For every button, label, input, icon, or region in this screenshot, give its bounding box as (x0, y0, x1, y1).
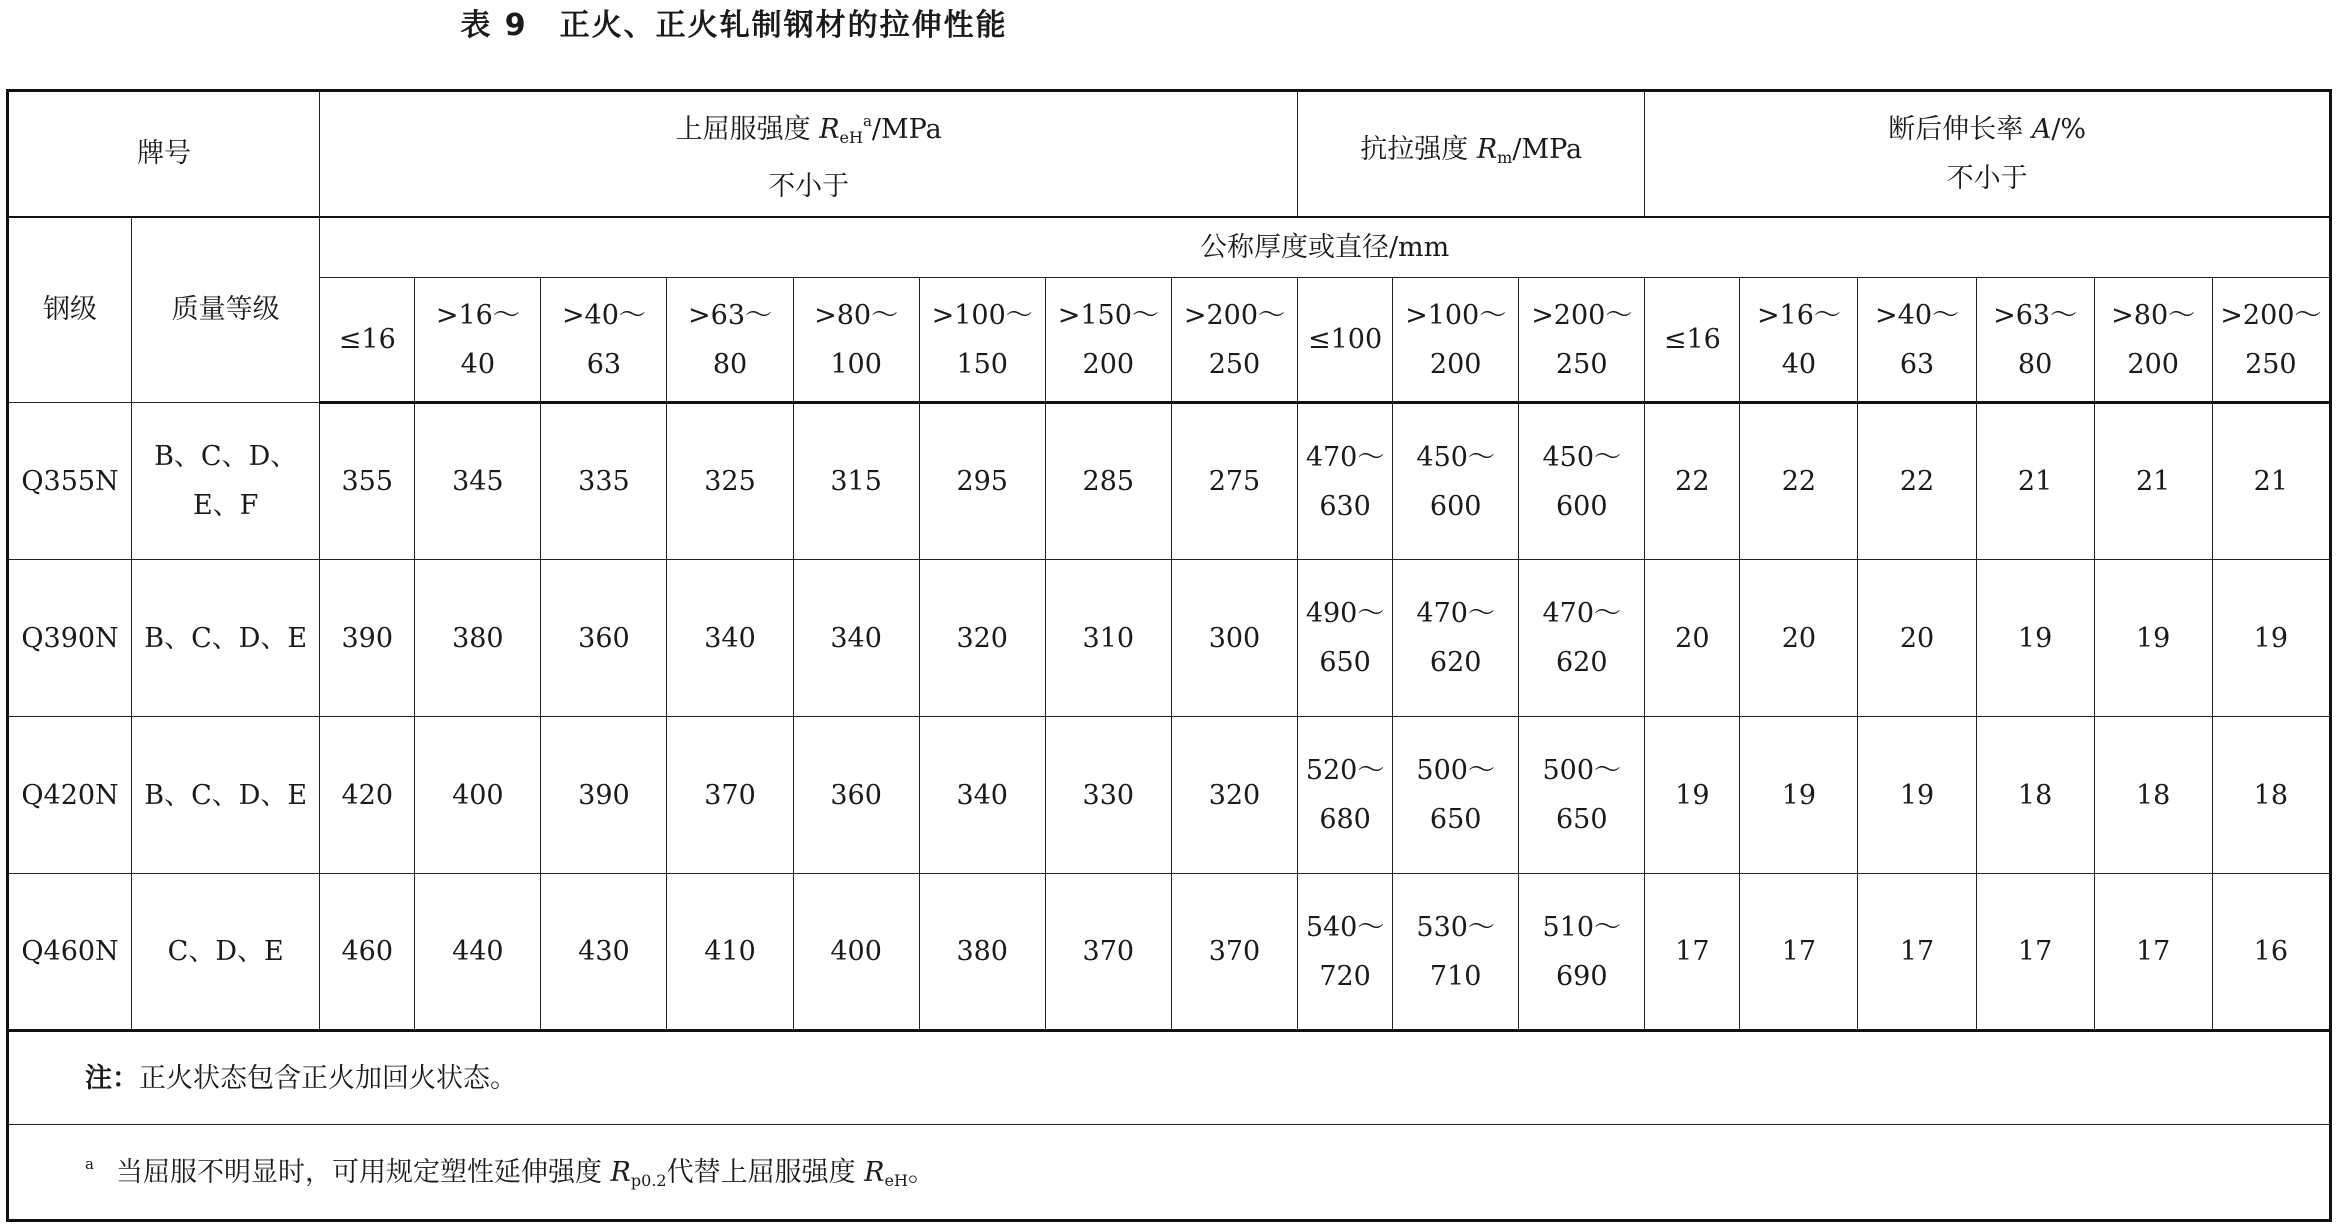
footnote-row (8, 1125, 2331, 1221)
tensile-value-cell (1393, 560, 1519, 717)
yield-range-line: >63～ (688, 299, 773, 331)
tensile-value-line: 450～ (1542, 441, 1622, 473)
yield-range-line: >100～ (931, 299, 1033, 331)
tensile-value-cell (1298, 717, 1393, 874)
tensile-label-prefix: 抗拉强度 (1360, 134, 1477, 166)
elong-value-cell: 22 (1645, 403, 1740, 560)
yield-value-cell: 275 (1171, 403, 1297, 560)
tensile-subscript: m (1497, 148, 1513, 168)
elong-value-cell: 17 (1740, 874, 1858, 1031)
elong-value-cell: 19 (2212, 560, 2330, 717)
yield-value-cell: 320 (919, 560, 1045, 717)
footnote-subscript: eH (884, 1170, 908, 1190)
tensile-value-line: 490～ (1305, 598, 1385, 629)
elong-value-cell: 19 (1976, 560, 2094, 717)
elong-symbol: A (2031, 113, 2052, 145)
tensile-value-cell (1519, 403, 1645, 560)
yield-value-cell: 420 (320, 717, 415, 874)
steel-grade-cell: Q420N (8, 717, 132, 874)
elong-value-cell: 17 (1858, 874, 1976, 1031)
yield-range-line: 250 (1208, 348, 1261, 380)
header-yield-strength (320, 91, 1298, 217)
yield-range-header (541, 278, 667, 403)
footnote-cell (8, 1125, 2331, 1221)
header-thickness: 公称厚度或直径/mm (320, 217, 2331, 278)
tensile-range-header (1298, 278, 1393, 403)
yield-value-cell: 300 (1171, 560, 1297, 717)
elong-range-line: >200～ (2220, 299, 2322, 331)
note-row (8, 1031, 2331, 1125)
elong-value-cell: 18 (2212, 717, 2330, 874)
elong-minimum-note: 不小于 (1946, 162, 2028, 194)
header-tensile-strength (1298, 91, 1645, 217)
header-elongation (1645, 91, 2331, 217)
yield-subscript: eH (839, 127, 863, 147)
elong-value-cell: 21 (1976, 403, 2094, 560)
elong-unit: /% (2051, 113, 2087, 145)
elong-value-cell: 20 (1645, 560, 1740, 717)
footnote-subscript: p0.2 (630, 1170, 667, 1190)
tensile-value-cell (1298, 560, 1393, 717)
yield-value-cell: 370 (667, 717, 793, 874)
elong-range-line: >80～ (2111, 299, 2196, 331)
table-row (8, 560, 2331, 717)
tensile-value-line: 450～ (1416, 441, 1495, 473)
header-row-1 (8, 91, 2331, 217)
elong-value-cell: 16 (2212, 874, 2330, 1031)
yield-value-cell: 400 (793, 874, 919, 1031)
footnote-text: 当屈服不明显时，可用规定塑性延伸强度 (115, 1156, 611, 1188)
yield-range-header (667, 278, 793, 403)
tensile-value-line: 470～ (1416, 598, 1495, 629)
elong-range-line: 63 (1899, 348, 1935, 380)
tensile-value-cell (1519, 874, 1645, 1031)
elong-range-header (1976, 278, 2094, 403)
yield-value-cell: 345 (415, 403, 541, 560)
quality-class-cell: B、C、D、E (132, 717, 320, 874)
elong-value-cell: 17 (2094, 874, 2212, 1031)
elong-range-line: 250 (2245, 348, 2297, 380)
yield-range-header (415, 278, 541, 403)
tensile-range-line: ≤100 (1308, 324, 1383, 355)
tensile-value-cell (1393, 403, 1519, 560)
yield-range-line: ≤16 (338, 324, 396, 355)
yield-range-header (1171, 278, 1297, 403)
tensile-value-line: 650 (1556, 804, 1608, 835)
tensile-value-line: 710 (1429, 960, 1482, 992)
tensile-value-line: 510～ (1542, 911, 1622, 943)
quality-class-cell: C、D、E (132, 874, 320, 1031)
tensile-range-line: 250 (1556, 348, 1608, 380)
tensile-properties-table (6, 89, 2332, 1222)
elong-value-cell: 20 (1740, 560, 1858, 717)
tensile-value-line: 650 (1429, 804, 1482, 835)
table-title: 表 9 正火、正火轧制钢材的拉伸性能 (460, 8, 1008, 43)
note-label: 注： (85, 1062, 139, 1094)
tensile-value-line: 620 (1556, 647, 1608, 678)
tensile-unit: /MPa (1512, 134, 1583, 166)
table-row (8, 717, 2331, 874)
elong-range-line: >63～ (1993, 299, 2078, 331)
elong-value-cell: 19 (1858, 717, 1976, 874)
quality-class-cell: B、C、D、E、F (132, 403, 320, 560)
footnote-symbol: R (610, 1156, 631, 1188)
yield-value-cell: 310 (1045, 560, 1171, 717)
tensile-range-line: 200 (1429, 348, 1482, 380)
tensile-value-line: 500～ (1416, 755, 1495, 786)
tensile-value-cell (1393, 874, 1519, 1031)
tensile-value-line: 530～ (1416, 911, 1495, 943)
yield-range-header (1045, 278, 1171, 403)
elong-range-header (1740, 278, 1858, 403)
tensile-value-line: 500～ (1542, 755, 1622, 786)
elong-range-header (1858, 278, 1976, 403)
yield-range-line: >150～ (1057, 299, 1159, 331)
yield-range-line: 100 (830, 348, 882, 380)
tensile-symbol: R (1476, 134, 1498, 166)
tensile-value-cell (1519, 560, 1645, 717)
yield-symbol: R (819, 113, 840, 145)
elong-range-line: >16～ (1756, 299, 1841, 331)
yield-value-cell: 340 (667, 560, 793, 717)
yield-value-cell: 380 (919, 874, 1045, 1031)
elong-range-header (2094, 278, 2212, 403)
footnote-end: 。 (907, 1156, 935, 1188)
yield-value-cell: 340 (793, 560, 919, 717)
elong-value-cell: 20 (1858, 560, 1976, 717)
yield-value-cell: 440 (415, 874, 541, 1031)
header-row-2 (8, 217, 2331, 278)
tensile-value-line: 680 (1319, 804, 1371, 835)
elong-value-cell: 17 (1976, 874, 2094, 1031)
elong-value-cell: 19 (1740, 717, 1858, 874)
yield-range-line: 150 (956, 348, 1008, 380)
tensile-value-line: 620 (1429, 647, 1482, 678)
tensile-range-header (1519, 278, 1645, 403)
yield-value-cell: 380 (415, 560, 541, 717)
header-grade: 牌号 (8, 91, 320, 217)
elong-value-cell: 22 (1740, 403, 1858, 560)
tensile-value-line: 470～ (1542, 598, 1622, 629)
tensile-range-line: >200～ (1531, 299, 1633, 331)
yield-label-prefix: 上屈服强度 (675, 113, 820, 145)
elong-range-line: 200 (2127, 348, 2179, 380)
tensile-range-header (1393, 278, 1519, 403)
tensile-value-line: 630 (1319, 490, 1371, 522)
tensile-value-line: 600 (1429, 490, 1482, 522)
header-row-ranges (8, 278, 2331, 403)
yield-value-cell: 285 (1045, 403, 1171, 560)
table-row (8, 403, 2331, 560)
elong-value-cell: 19 (1645, 717, 1740, 874)
yield-range-header (919, 278, 1045, 403)
tensile-value-line: 540～ (1305, 911, 1385, 943)
elong-range-line: ≤16 (1663, 324, 1721, 355)
elong-label-prefix: 断后伸长率 (1888, 113, 2032, 145)
yield-range-line: >16～ (435, 299, 520, 331)
yield-range-header (320, 278, 415, 403)
yield-range-line: >80～ (814, 299, 899, 331)
yield-value-cell: 340 (919, 717, 1045, 874)
yield-value-cell: 410 (667, 874, 793, 1031)
elong-value-cell: 21 (2094, 403, 2212, 560)
elong-value-cell: 21 (2212, 403, 2330, 560)
tensile-value-line: 650 (1319, 647, 1371, 678)
yield-value-cell: 360 (793, 717, 919, 874)
tensile-value-cell (1393, 717, 1519, 874)
yield-unit: /MPa (871, 113, 942, 145)
elong-value-cell: 19 (2094, 560, 2212, 717)
tensile-value-cell (1298, 403, 1393, 560)
footnote-text: 代替上屈服强度 (666, 1156, 865, 1188)
yield-value-cell: 370 (1171, 874, 1297, 1031)
yield-value-cell: 360 (541, 560, 667, 717)
elong-value-cell: 18 (2094, 717, 2212, 874)
elong-value-cell: 17 (1645, 874, 1740, 1031)
header-steel-class: 钢级 (8, 217, 132, 403)
yield-value-cell: 295 (919, 403, 1045, 560)
tensile-value-line: 690 (1556, 960, 1608, 992)
yield-value-cell: 460 (320, 874, 415, 1031)
steel-grade-cell: Q460N (8, 874, 132, 1031)
tensile-value-cell (1519, 717, 1645, 874)
table-row (8, 874, 2331, 1031)
footnote-mark: a (85, 1154, 94, 1173)
elong-range-header (1645, 278, 1740, 403)
header-quality-class: 质量等级 (132, 217, 320, 403)
yield-range-line: 63 (586, 348, 622, 380)
yield-value-cell: 325 (667, 403, 793, 560)
tensile-value-line: 520～ (1305, 755, 1385, 786)
steel-grade-cell: Q390N (8, 560, 132, 717)
yield-value-cell: 330 (1045, 717, 1171, 874)
yield-value-cell: 335 (541, 403, 667, 560)
yield-value-cell: 355 (320, 403, 415, 560)
yield-value-cell: 320 (1171, 717, 1297, 874)
yield-value-cell: 390 (541, 717, 667, 874)
yield-range-line: >40～ (561, 299, 646, 331)
yield-range-line: >200～ (1183, 299, 1286, 331)
yield-value-cell: 430 (541, 874, 667, 1031)
steel-grade-cell: Q355N (8, 403, 132, 560)
tensile-value-cell (1298, 874, 1393, 1031)
quality-class-cell: B、C、D、E (132, 560, 320, 717)
elong-value-cell: 22 (1858, 403, 1976, 560)
yield-range-line: 80 (712, 348, 748, 380)
tensile-range-line: >100～ (1405, 299, 1507, 331)
tensile-value-line: 600 (1556, 490, 1608, 522)
yield-range-line: 200 (1082, 348, 1135, 380)
elong-value-cell: 18 (1976, 717, 2094, 874)
yield-value-cell: 315 (793, 403, 919, 560)
yield-value-cell: 390 (320, 560, 415, 717)
elong-range-line: 80 (2017, 348, 2053, 380)
footnote-symbol: R (864, 1156, 885, 1188)
note-cell (8, 1031, 2331, 1125)
yield-footnote-mark: a (862, 111, 872, 130)
elong-range-header (2212, 278, 2330, 403)
yield-value-cell: 370 (1045, 874, 1171, 1031)
yield-value-cell: 400 (415, 717, 541, 874)
elong-range-line: 40 (1781, 348, 1817, 380)
elong-range-line: >40～ (1875, 299, 1959, 331)
yield-range-line: 40 (460, 348, 496, 380)
tensile-value-line: 720 (1319, 960, 1371, 992)
tensile-value-line: 470～ (1305, 441, 1385, 473)
yield-range-header (793, 278, 919, 403)
yield-minimum-note: 不小于 (768, 170, 850, 202)
note-text: 正火状态包含正火加回火状态。 (139, 1062, 517, 1094)
